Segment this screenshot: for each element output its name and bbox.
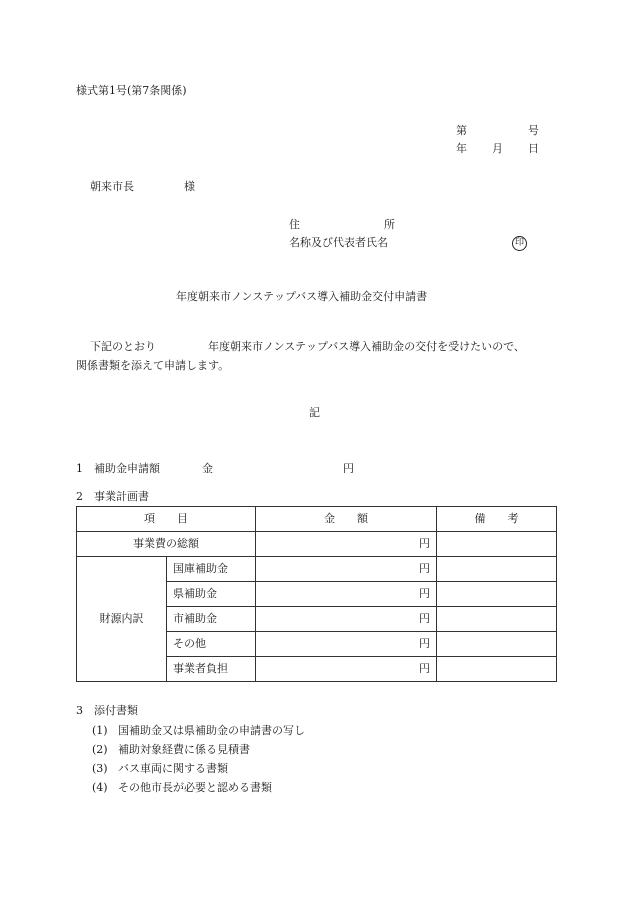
row-label: 市補助金 bbox=[167, 607, 256, 632]
section1-label: 1 補助金申請額 bbox=[76, 462, 160, 475]
seal-text: 印 bbox=[512, 236, 527, 251]
form-number: 様式第1号(第7条関係) bbox=[76, 84, 187, 97]
plan-table bbox=[76, 506, 557, 682]
attachment-text: その他市長が必要と認める書類 bbox=[118, 781, 272, 794]
row-label: 国庫補助金 bbox=[167, 557, 256, 582]
remarks-cell bbox=[437, 557, 557, 582]
row-unit: 円 bbox=[256, 557, 437, 582]
date-year: 年 bbox=[456, 142, 467, 155]
section3-label: 3 添付書類 bbox=[76, 704, 138, 717]
doc-number-suffix: 号 bbox=[528, 124, 539, 137]
attachment-num: (1) bbox=[92, 724, 108, 737]
body-line1-a: 下記のとおり bbox=[90, 340, 156, 353]
row-unit: 円 bbox=[256, 632, 437, 657]
row-label: 県補助金 bbox=[167, 582, 256, 607]
attachment-text: バス車両に関する書類 bbox=[118, 762, 228, 775]
addressee-title: 朝来市長 bbox=[90, 180, 134, 193]
attachment-text: 国補助金又は県補助金の申請書の写し bbox=[118, 724, 305, 737]
remarks-cell bbox=[437, 532, 557, 557]
date-day: 日 bbox=[528, 142, 539, 155]
seal-mark bbox=[512, 235, 527, 251]
row-unit: 円 bbox=[256, 582, 437, 607]
group-label: 財源内訳 bbox=[77, 557, 167, 682]
remarks-cell bbox=[437, 582, 557, 607]
section2-label: 2 事業計画書 bbox=[76, 490, 149, 503]
header-amount: 金 額 bbox=[256, 507, 437, 532]
address-label-1: 住 bbox=[289, 218, 300, 231]
doc-number-prefix: 第 bbox=[456, 124, 467, 137]
attachment-num: (2) bbox=[92, 743, 108, 756]
body-line1-b: 年度朝来市ノンステップバス導入補助金の交付を受けたいので、 bbox=[208, 340, 525, 353]
remarks-cell bbox=[437, 607, 557, 632]
name-label: 名称及び代表者氏名 bbox=[289, 236, 388, 249]
remarks-cell bbox=[437, 632, 557, 657]
date-month: 月 bbox=[492, 142, 503, 155]
header-remarks: 備 考 bbox=[437, 507, 557, 532]
header-item: 項 目 bbox=[77, 507, 256, 532]
attachment-text: 補助対象経費に係る見積書 bbox=[118, 743, 250, 756]
section1-yen: 円 bbox=[343, 462, 354, 475]
row-unit: 円 bbox=[256, 657, 437, 682]
attachment-num: (3) bbox=[92, 762, 108, 775]
addressee-honorific: 様 bbox=[184, 180, 195, 193]
row-label: その他 bbox=[167, 632, 256, 657]
ki-heading: 記 bbox=[309, 406, 320, 419]
total-label: 事業費の総額 bbox=[77, 532, 256, 557]
table-row bbox=[77, 532, 557, 557]
body-line2: 関係書類を添えて申請します。 bbox=[76, 359, 230, 372]
attachment-num: (4) bbox=[92, 781, 108, 794]
table-header-row bbox=[77, 507, 557, 532]
section1-kin: 金 bbox=[202, 462, 213, 475]
row-label: 事業者負担 bbox=[167, 657, 256, 682]
remarks-cell bbox=[437, 657, 557, 682]
document-title: 年度朝来市ノンステップバス導入補助金交付申請書 bbox=[176, 290, 428, 303]
row-unit: 円 bbox=[256, 607, 437, 632]
total-unit: 円 bbox=[256, 532, 437, 557]
table-row bbox=[77, 557, 557, 582]
address-label-2: 所 bbox=[384, 218, 395, 231]
